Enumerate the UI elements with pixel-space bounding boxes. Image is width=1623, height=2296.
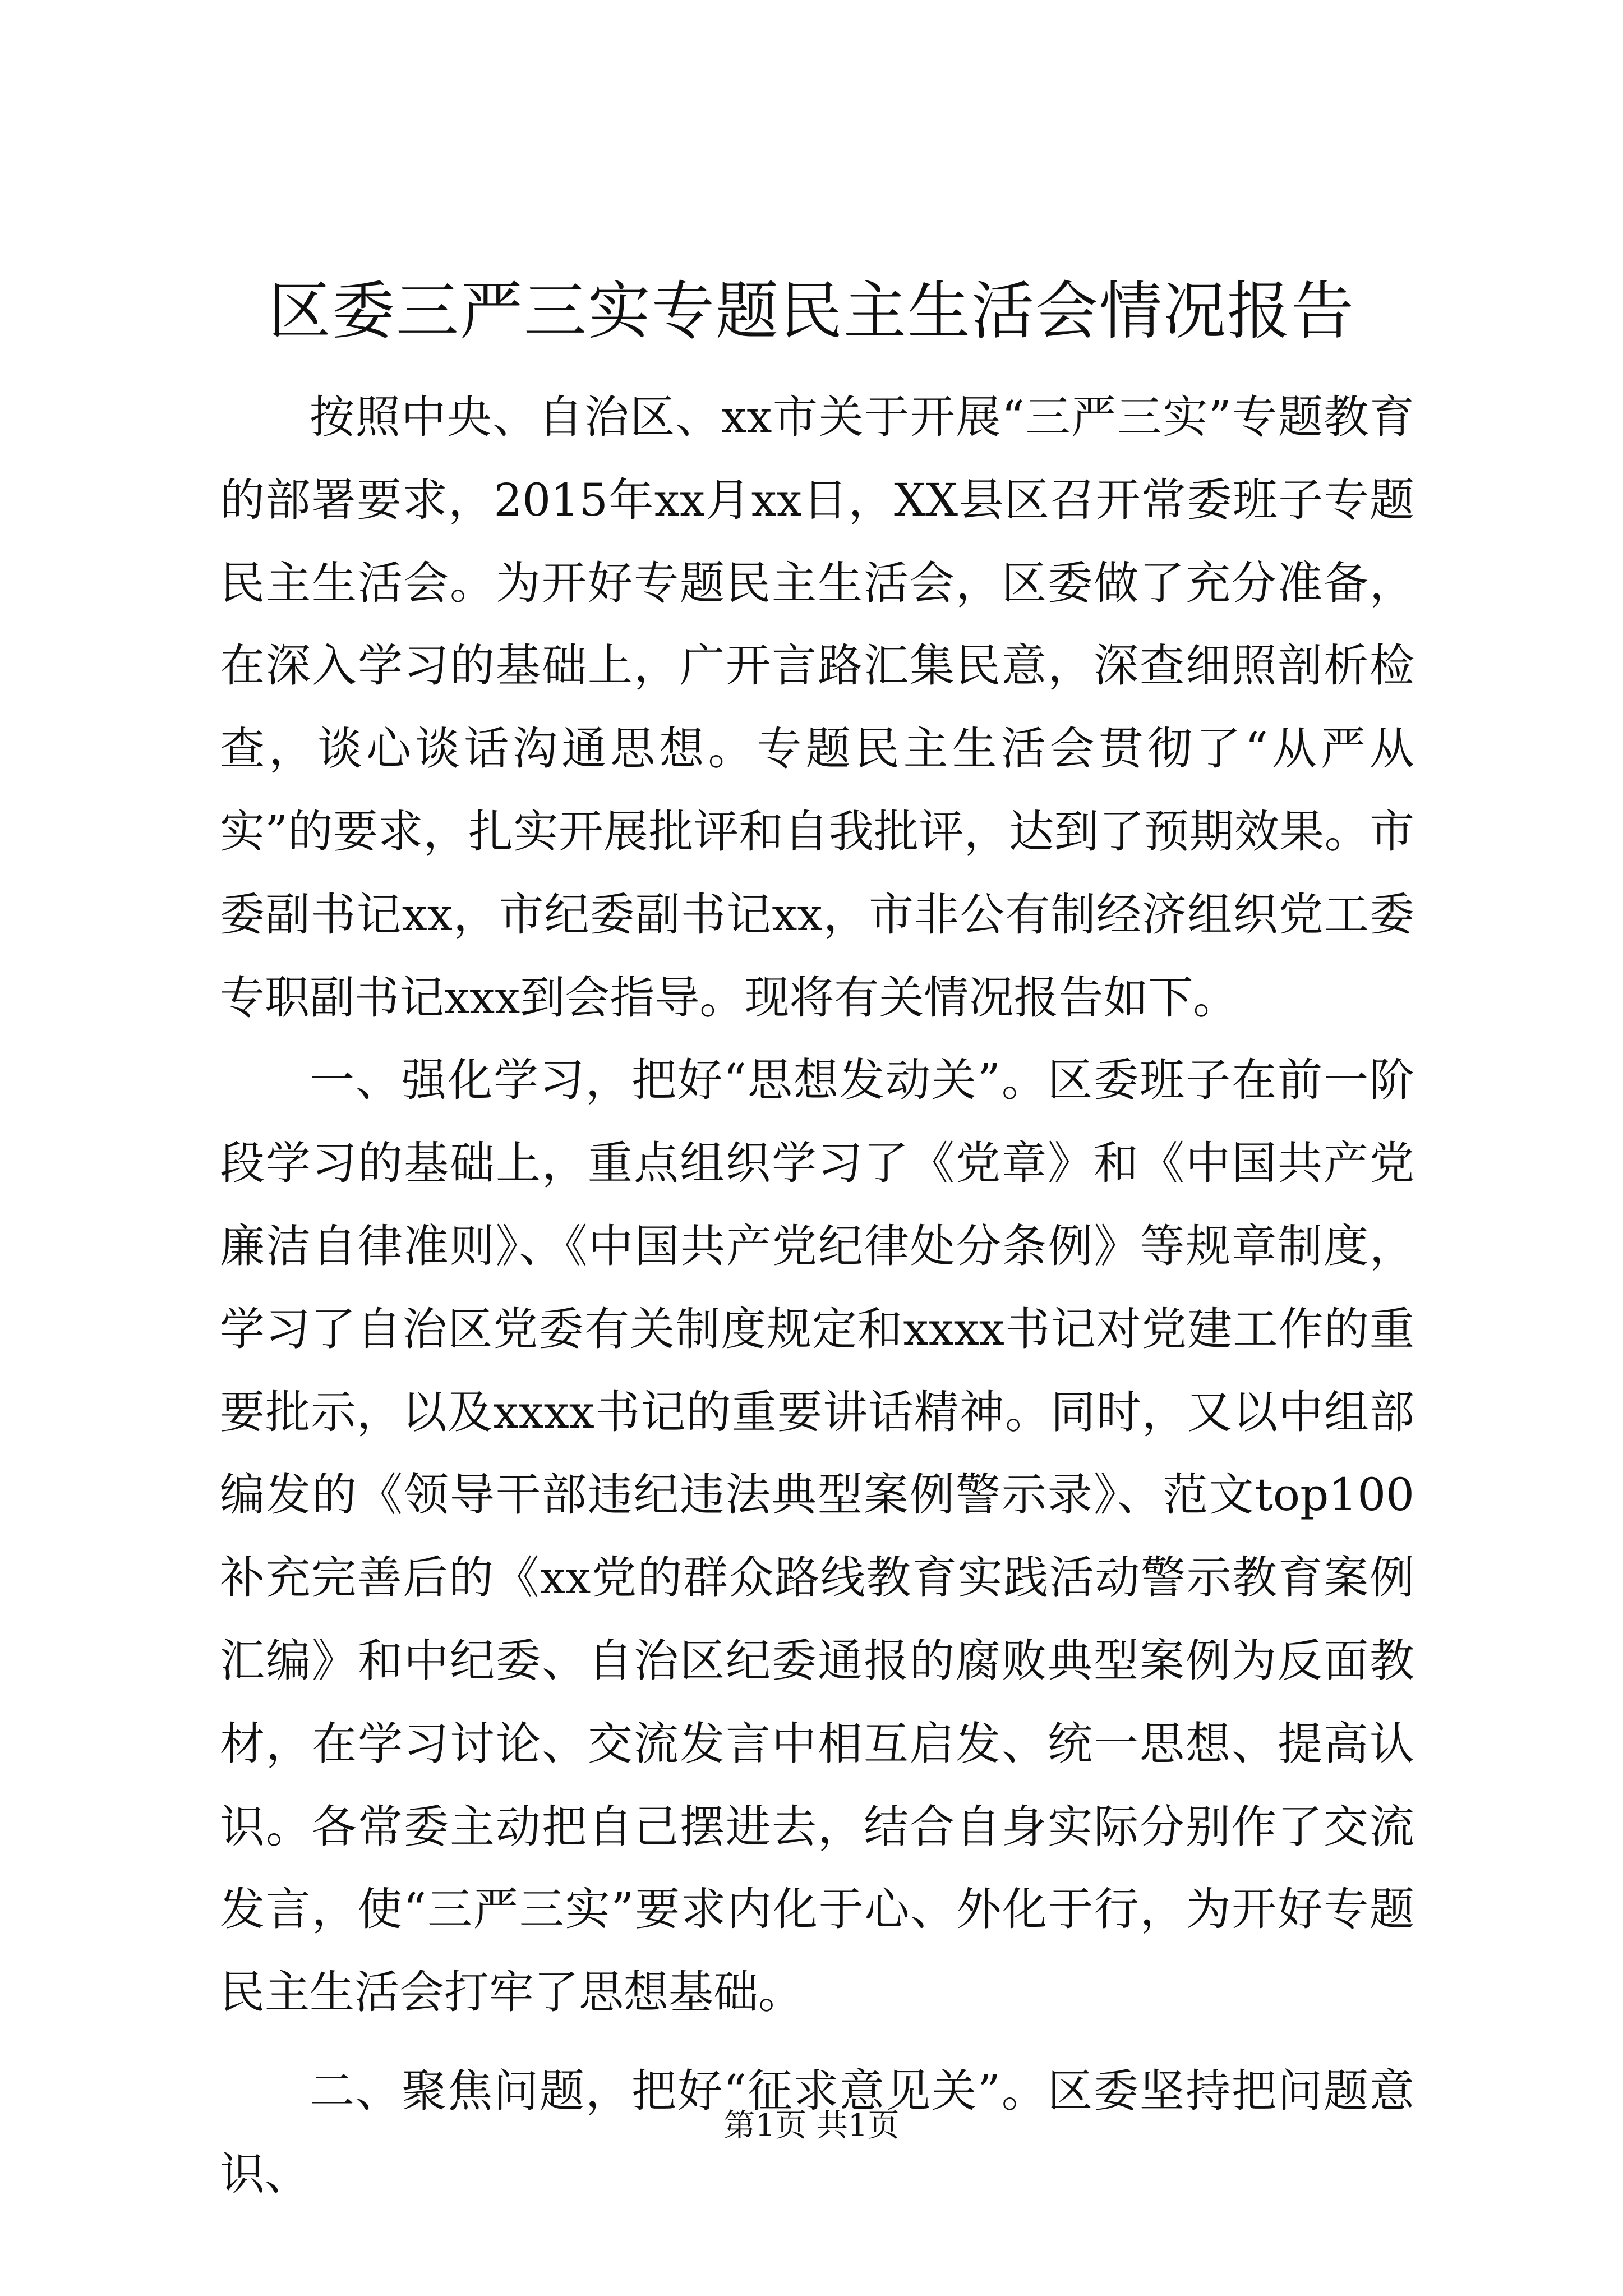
paragraph-section-two: 二、聚焦问题，把好“征求意见关”。区委坚持把问题意识、 bbox=[220, 2064, 1414, 2200]
paragraph-section-one: 一、强化学习，把好“思想发动关”。区委班子在前一阶段学习的基础上，重点组织学习了《党章》和《中国共产党廉洁自律准则》、《中国共产党纪律处分条例》等规章制度，学习了自治区党委有关制度规定和xxxx书记对党建工作的重要批示，以及xxxx书记的重要讲话精神。同时，又以中组部编发的《领导干部违纪违法典型案例警示录》、范文top100补充完善后的《xx党的群众路线教育实践活动警示教育案例汇编》和中纪委、自治区纪委通报的腐败典型案例为反面教材，在学习讨论、交流发言中相互启发、统一思想、提高认识。各常委主动把自己摆进去，结合自身实际分别作了交流发言，使“三严三实”要求内化于心、外化于行，为开好专题民主生活会打牢了思想基础。 bbox=[220, 1054, 1414, 2019]
document-title: 区委三严三实专题民主生活会情况报告 bbox=[268, 275, 1355, 348]
paragraph-intro: 按照中央、自治区、xx市关于开展“三严三实”专题教育的部署要求，2015年xx月xx日，XX县区召开常委班子专题民主生活会。为开好专题民主生活会，区委做了充分准备，在深入学习的基础上，广开言路汇集民意，深查细照剖析检查，谈心谈话沟通思想。专题民主生活会贯彻了“从严从实”的要求，扎实开展批评和自我批评，达到了预期效果。市委副书记xx，市纪委副书记xx，市非公有制经济组织党工委专职副书记xxx到会指导。现将有关情况报告如下。 bbox=[220, 391, 1414, 1024]
page-footer: 第1页 共1页 bbox=[723, 2108, 900, 2144]
document-body bbox=[220, 376, 1414, 2216]
